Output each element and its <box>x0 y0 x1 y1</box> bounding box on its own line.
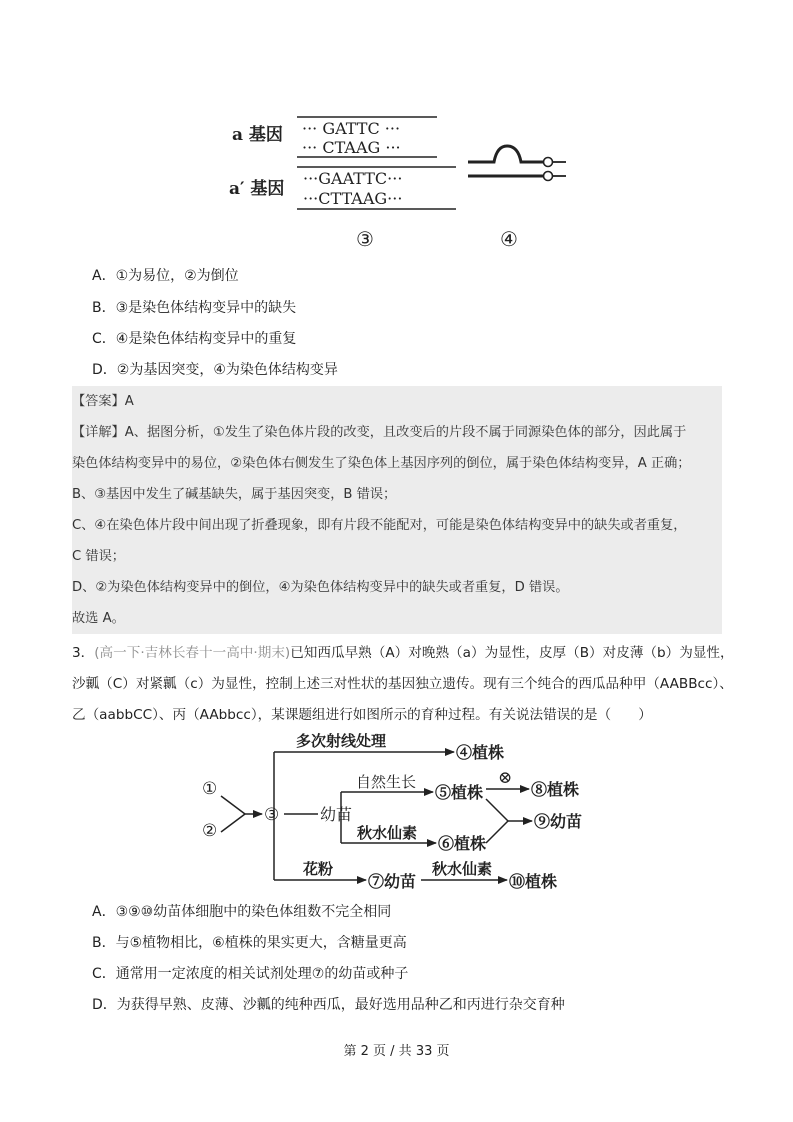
plant-10: ⑩植株 <box>509 872 558 891</box>
explanation-line-5: C 错误； <box>72 549 125 564</box>
edge-2-3 <box>221 814 245 832</box>
edge-5-cross <box>486 799 508 821</box>
q3-line-2: 沙瓤（C）对紧瓤（c）为显性，控制上述三对性状的基因独立遗传。现有三个纯合的西瓜品种甲（AABBcc）、 <box>72 676 733 692</box>
selfing-symbol: ⊗ <box>498 768 513 788</box>
chromosome-loop-strand <box>468 146 543 162</box>
figure-label-3: ③ <box>356 227 374 251</box>
explanation-line-4: C、④在染色体片段中间出现了折叠现象，即有片段不能配对，可能是染色体结构变异中的缺失或者重复， <box>72 518 687 533</box>
a-gene-seq-bottom: ··· CTAAG ··· <box>302 138 401 157</box>
seedling-label: 幼苗 <box>320 805 353 824</box>
q2-option-d: D．②为基因突变，④为染色体结构变异 <box>92 362 338 378</box>
explanation-line-1: 【详解】A、据图分析，①发生了染色体片段的改变，且改变后的片段不属于同源染色体的部分，因此属于 <box>72 425 687 440</box>
q3-option-a: A．③⑨⑩幼苗体细胞中的染色体组数不完全相同 <box>92 904 392 920</box>
q3-option-d: D．为获得早熟、皮薄、沙瓤的纯种西瓜，最好选用品种乙和丙进行杂交育种 <box>92 997 565 1013</box>
q3-number: 3． <box>72 645 95 661</box>
answer-label: 【答案】A <box>72 394 134 409</box>
colchicine-label-1: 秋水仙素 <box>357 824 418 842</box>
edge-1-3 <box>221 796 245 814</box>
q3-line-3: 乙（aabbCC）、丙（AAbbcc），某课题组进行如图所示的育种过程。有关说法错误的是（ ） <box>72 707 652 723</box>
ap-gene-seq-top: ···GAATTC··· <box>303 169 403 188</box>
seedling-7: ⑦幼苗 <box>368 872 417 891</box>
a-gene-label: a 基因 <box>232 125 283 145</box>
pollen-label: 花粉 <box>303 860 334 878</box>
plant-8: ⑧植株 <box>531 780 580 799</box>
node-1: ① <box>202 779 218 799</box>
colchicine-label-2: 秋水仙素 <box>432 860 493 878</box>
q3-source: (高一下·吉林长春十一高中·期末) <box>94 645 291 661</box>
figure-label-4: ④ <box>500 227 518 251</box>
centromere-top <box>544 158 553 167</box>
q3-line-1 <box>72 644 734 662</box>
node-2: ② <box>202 821 218 841</box>
plant-6: ⑥植株 <box>438 834 487 853</box>
ap-gene-seq-bottom: ···CTTAAG··· <box>303 189 403 208</box>
q2-option-a: A．①为易位，②为倒位 <box>92 268 239 284</box>
q3-option-b: B．与⑤植物相比，⑥植株的果实更大，含糖量更高 <box>92 935 407 951</box>
multi-ray-label: 多次射线处理 <box>296 732 387 750</box>
plant-4: ④植株 <box>456 743 505 762</box>
gene-figure <box>0 0 793 260</box>
explanation-line-6: D、②为染色体结构变异中的倒位，④为染色体结构变异中的缺失或者重复，D 错误。 <box>72 580 569 595</box>
ap-gene-label: a′ 基因 <box>229 179 285 199</box>
q3-option-c: C．通常用一定浓度的相关试剂处理⑦的幼苗或种子 <box>92 966 409 982</box>
seedling-9: ⑨幼苗 <box>534 812 583 831</box>
q3-stem-start: 已知西瓜早熟（A）对晚熟（a）为显性，皮厚（B）对皮薄（b）为显性， <box>290 645 734 661</box>
explanation-line-3: B、③基因中发生了碱基缺失，属于基因突变，B 错误； <box>72 487 397 502</box>
centromere-bottom <box>544 172 553 181</box>
natural-growth-label: 自然生长 <box>356 773 417 791</box>
a-gene-seq-top: ··· GATTC ··· <box>302 119 401 138</box>
node-3: ③ <box>264 805 280 825</box>
explanation-line-2: 染色体结构变异中的易位，②染色体右侧发生了染色体上基因序列的倒位，属于染色体结构变异，A 正确； <box>72 456 691 471</box>
page-footer: 第 2 页 / 共 33 页 <box>343 1044 450 1059</box>
edge-6-cross <box>486 821 508 843</box>
plant-5: ⑤植株 <box>435 783 484 802</box>
explanation-line-7: 故选 A。 <box>72 611 125 626</box>
q2-option-b: B．③是染色体结构变异中的缺失 <box>92 300 297 316</box>
q2-option-c: C．④是染色体结构变异中的重复 <box>92 331 297 347</box>
